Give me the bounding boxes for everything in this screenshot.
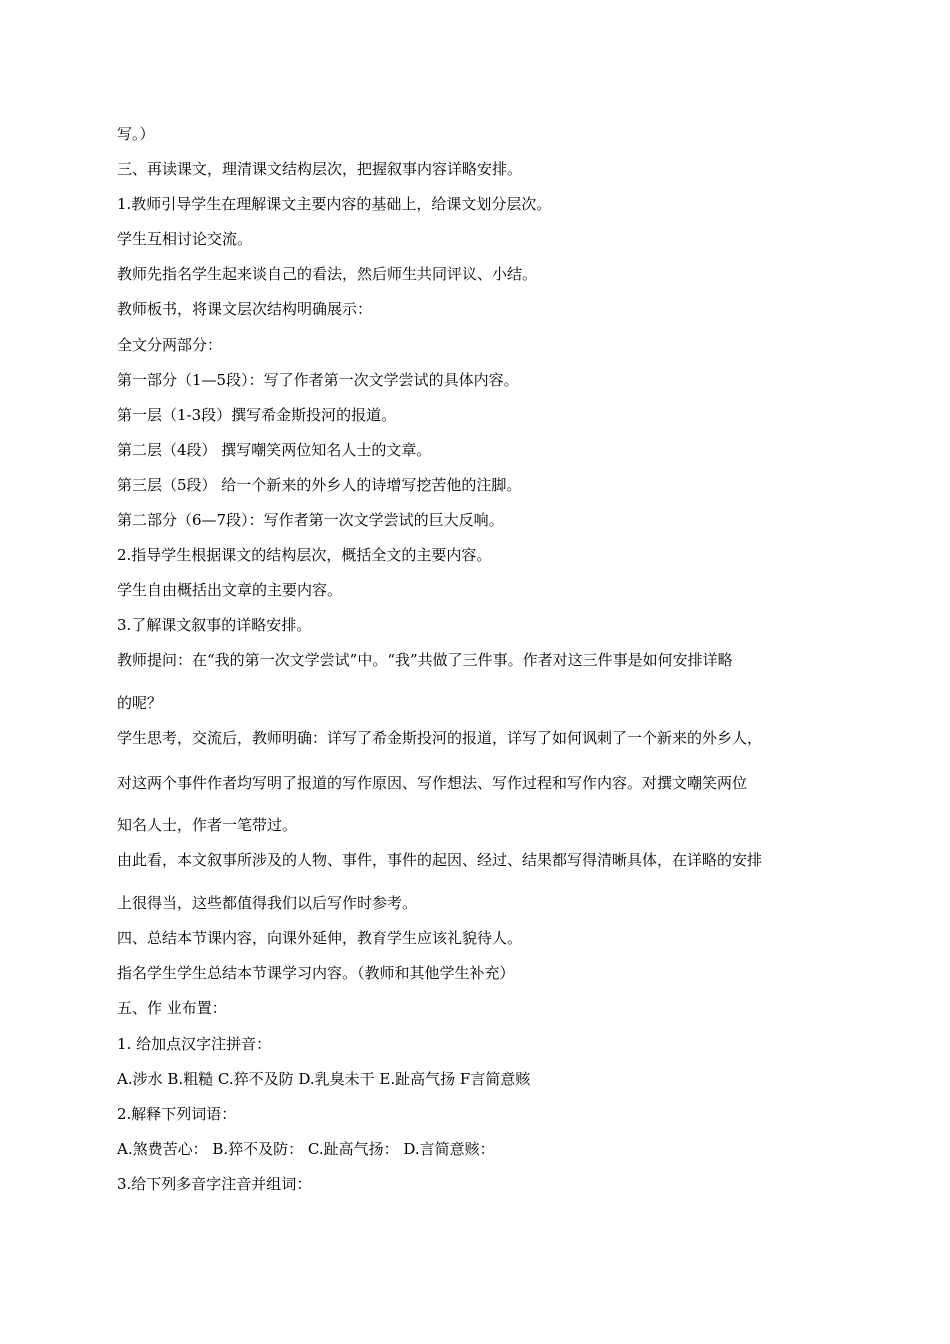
text-line: 的呢？ <box>117 694 163 712</box>
text-line: 学生自由概括出文章的主要内容。 <box>117 581 343 599</box>
text-line: 3.给下列多音字注音并组词： <box>117 1175 312 1193</box>
text-line: 第一层（1-3段）撰写希金斯投河的报道。 <box>117 406 397 424</box>
section-heading: 四、总结本节课内容，向课外延伸，教育学生应该礼貌待人。 <box>117 929 523 947</box>
text-line: 学生互相讨论交流。 <box>117 230 253 248</box>
text-line: 第三层（5段） 给一个新来的外乡人的诗增写挖苦他的注脚。 <box>117 476 522 494</box>
text-line: 第一部分（1—5段）：写了作者第一次文学尝试的具体内容。 <box>117 371 519 389</box>
section-heading: 三、再读课文，理清课文结构层次，把握叙事内容详略安排。 <box>117 160 523 178</box>
text-line: A.涉水 B.粗糙 C.猝不及防 D.乳臭未干 E.趾高气扬 F言简意赅 <box>117 1070 531 1088</box>
text-line: A.煞费苦心： B.猝不及防： C.趾高气扬： D.言简意赅： <box>117 1140 495 1158</box>
text-line: 第二部分（6—7段）：写作者第一次文学尝试的巨大反响。 <box>117 511 504 529</box>
text-line: 1. 给加点汉字注拼音： <box>117 1035 272 1053</box>
text-line: 2.解释下列词语： <box>117 1105 237 1123</box>
text-line: 由此看，本文叙事所涉及的人物、事件，事件的起因、经过、结果都写得清晰具体，在详略的安排 <box>117 851 763 869</box>
text-line: 第二层（4段） 撰写嘲笑两位知名人士的文章。 <box>117 441 432 459</box>
text-line: 全文分两部分： <box>117 336 223 354</box>
text-line: 对这两个事件作者均写明了报道的写作原因、写作想法、写作过程和写作内容。对撰文嘲笑两位 <box>117 774 748 792</box>
text-line: 学生思考，交流后，教师明确：详写了希金斯投河的报道，详写了如何讽刺了一个新来的外乡人， <box>117 729 763 747</box>
text-line: 教师先指名学生起来谈自己的看法，然后师生共同评议、小结。 <box>117 265 538 283</box>
section-heading: 五、作 业布置： <box>117 999 227 1017</box>
text-line: 教师板书，将课文层次结构明确展示： <box>117 300 373 318</box>
text-line: 上很得当，这些都值得我们以后写作时参考。 <box>117 894 418 912</box>
text-line: 3.了解课文叙事的详略安排。 <box>117 616 312 634</box>
text-line: 1.教师引导学生在理解课文主要内容的基础上，给课文划分层次。 <box>117 195 552 213</box>
text-line: 指名学生学生总结本节课学习内容。（教师和其他学生补充） <box>117 964 515 982</box>
text-line: 2.指导学生根据课文的结构层次，概括全文的主要内容。 <box>117 546 492 564</box>
text-line: 教师提问：在“我的第一次文学尝试”中。“我”共做了三件事。作者对这三件事是如何安排详略 <box>117 651 733 669</box>
text-line: 知名人士，作者一笔带过。 <box>117 816 298 834</box>
text-line: 写。） <box>117 125 155 143</box>
